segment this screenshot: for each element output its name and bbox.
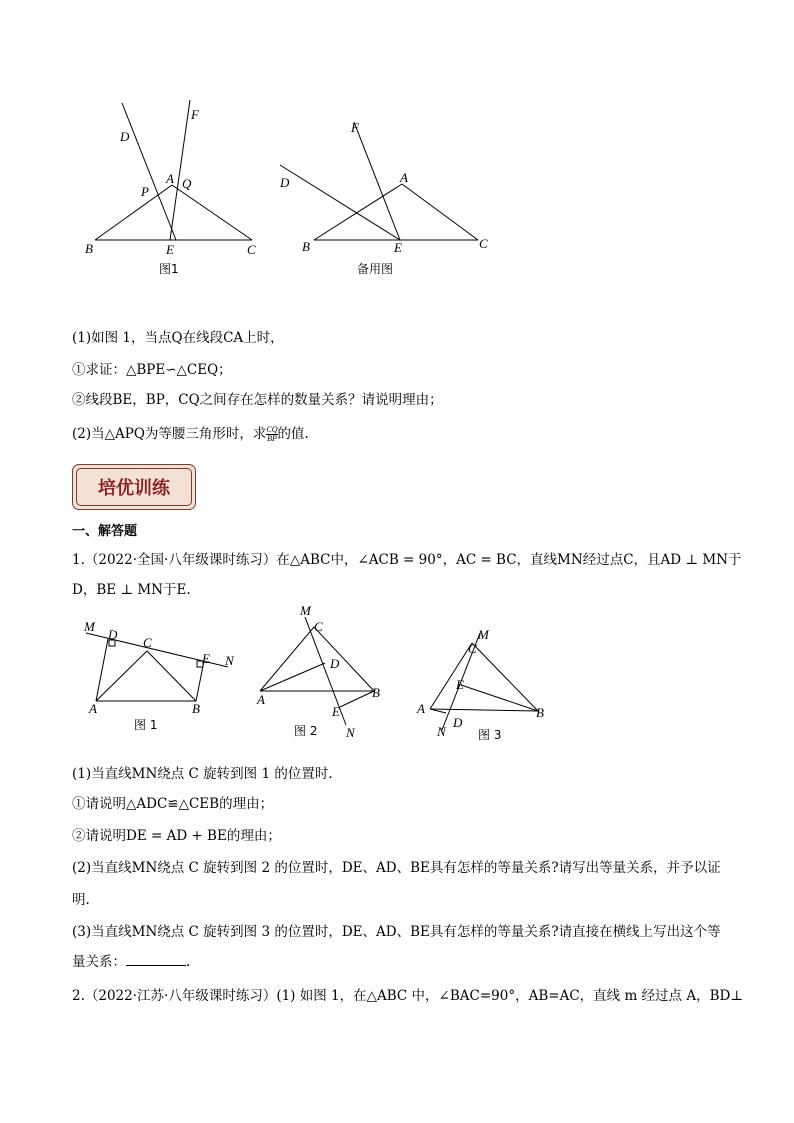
svg-text:N: N: [437, 724, 446, 739]
label-c: C: [479, 236, 488, 251]
svg-text:D: D: [453, 715, 463, 730]
problem1-stem-line2: D，BE ⊥ MN于E.: [72, 582, 191, 598]
p1-fig1-caption: 图 1: [134, 718, 158, 732]
ratio-fraction: [266, 426, 277, 443]
label-b: B: [85, 241, 93, 256]
label-f: F: [191, 107, 199, 122]
svg-text:C: C: [143, 635, 152, 650]
svg-text:D: D: [330, 656, 340, 671]
part2-question: [72, 422, 309, 443]
label-a: A: [166, 171, 174, 186]
svg-text:A: A: [257, 692, 265, 707]
label-e: E: [166, 242, 174, 257]
svg-text:D: D: [108, 627, 118, 642]
q3-suffix: .: [186, 954, 191, 970]
problem1-figures: [80, 605, 560, 745]
fraction-denominator: BP: [267, 434, 277, 443]
line-ef: [170, 100, 190, 240]
label-q: Q: [182, 176, 192, 191]
label-e: E: [394, 240, 402, 255]
line-de: [280, 165, 400, 240]
svg-text:B: B: [192, 701, 200, 716]
svg-text:C: C: [468, 641, 477, 656]
svg-text:A: A: [417, 701, 425, 716]
part1-q2: ②线段BE，BP，CQ之间存在怎样的数量关系？请说明理由；: [72, 392, 443, 408]
label-b: B: [302, 239, 310, 254]
section-banner: [72, 464, 196, 510]
line-ac: [172, 185, 252, 240]
svg-text:E: E: [456, 677, 464, 692]
svg-text:N: N: [346, 725, 355, 740]
caption-fig1: 图1: [159, 262, 179, 276]
part2-pre: (2)当△APQ为等腰三角形时，求: [72, 426, 267, 442]
label-d: D: [120, 129, 130, 144]
line-ba: [95, 185, 172, 240]
banner-title: 培优训练: [76, 468, 192, 506]
section-title: 一、解答题: [72, 524, 138, 539]
svg-text:M: M: [478, 627, 489, 642]
problem1-q1b: ②请说明DE = AD + BE的理由；: [72, 828, 281, 844]
label-a: A: [400, 170, 408, 185]
p1-fig3-caption: 图 3: [478, 728, 502, 742]
part1-intro: (1)如图 1，当点Q在线段CA上时，: [72, 330, 284, 346]
line-ef: [354, 122, 400, 240]
answer-blank: [126, 953, 186, 966]
part1-q1: ①求证：△BPE∽△CEQ；: [72, 362, 232, 378]
problem1-q3-line2: [72, 950, 190, 970]
figure-backup: [272, 110, 497, 280]
svg-text:C: C: [314, 619, 323, 634]
problem2-stem: 2.（2022·江苏·八年级课时练习）(1) 如图 1，在△ABC 中，∠BAC=90°，AB=AC，直线 m 经过点 A，BD⊥: [72, 988, 744, 1004]
svg-text:B: B: [536, 705, 544, 720]
label-c: C: [247, 242, 256, 257]
problem1-q2-line2: 明.: [72, 892, 90, 908]
svg-text:M: M: [300, 605, 311, 618]
svg-text:M: M: [84, 619, 95, 634]
svg-text:B: B: [372, 685, 380, 700]
part2-post: 的值.: [277, 426, 309, 442]
caption-backup: 备用图: [357, 262, 394, 276]
svg-text:A: A: [89, 701, 97, 716]
fraction-numerator: CQ: [266, 425, 278, 434]
label-f: F: [351, 120, 359, 135]
problem1-q3-line1: (3)当直线MN绕点 C 旋转到图 3 的位置时，DE、AD、BE具有怎样的等量关系?请直接在横线上写出这个等: [72, 924, 721, 940]
label-p: P: [141, 184, 149, 199]
figure-1-top: [80, 95, 270, 280]
svg-text:N: N: [225, 653, 234, 668]
problem1-q1: (1)当直线MN绕点 C 旋转到图 1 的位置时.: [72, 766, 333, 782]
p1-fig2-caption: 图 2: [294, 724, 318, 738]
svg-text:E: E: [202, 651, 210, 666]
line-ac: [402, 184, 478, 240]
svg-text:E: E: [332, 704, 340, 719]
problem1-q1a: ①请说明△ADC≌△CEB的理由；: [72, 796, 274, 812]
label-d: D: [280, 175, 290, 190]
problem1-q2-line1: (2)当直线MN绕点 C 旋转到图 2 的位置时，DE、AD、BE具有怎样的等量关系?请写出等量关系，并予以证: [72, 860, 721, 876]
problem1-stem-line1: 1.（2022·全国·八年级课时练习）在△ABC中，∠ACB = 90°，AC = BC，直线MN经过点C，且AD ⊥ MN于: [72, 552, 742, 568]
q3-prefix: 量关系：: [72, 954, 126, 970]
